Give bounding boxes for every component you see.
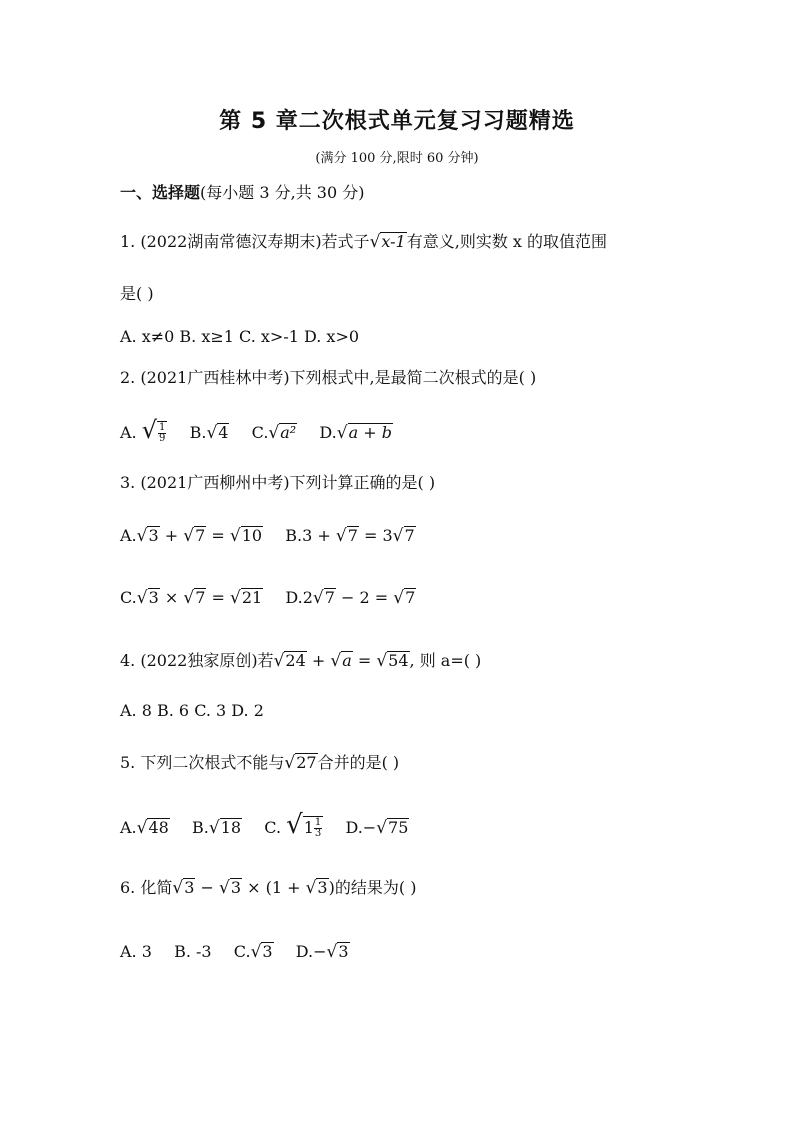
q6-stem-pre: 6. 化简 <box>120 878 173 897</box>
q6-option-d-label: D.− <box>295 942 327 961</box>
q5-option-d-label: D.− <box>345 818 377 837</box>
q3-c-eq: = <box>206 588 230 607</box>
q2-option-d: √a + b <box>336 423 392 443</box>
q2-option-b: √4 <box>206 423 229 443</box>
q3-b-sqrt2: √7 <box>392 526 415 546</box>
q5-stem-pre: 5. 下列二次根式不能与 <box>120 753 285 772</box>
q2-a-denominator: 9 <box>159 433 166 444</box>
q3-option-d-label: D. <box>285 588 303 607</box>
q5-stem-post: 合并的是( ) <box>317 753 400 772</box>
page-subtitle: (满分 100 分,限时 60 分钟) <box>315 151 479 166</box>
q2-option-c: √a² <box>268 423 297 443</box>
q2-option-a-label: A. <box>120 423 137 442</box>
sqrt-expression: √x-1 <box>369 232 406 252</box>
section-heading <box>120 180 364 203</box>
q3-options-row1 <box>120 526 416 546</box>
q6-close: ) <box>328 878 335 897</box>
q2-option-a: √ $\frac{1}{9}$ <box>141 416 166 444</box>
q3-options-row2 <box>120 588 416 608</box>
q3-option-c-label: C. <box>120 588 137 607</box>
question-6 <box>120 878 416 898</box>
q3-a-sqrt3: √10 <box>229 526 263 546</box>
q3-d-sqrt2: √7 <box>393 588 416 608</box>
q1-radicand: x-1 <box>381 232 406 251</box>
question-4 <box>120 651 481 671</box>
section-title: 一、选择题 <box>120 183 201 202</box>
question-1 <box>120 232 607 252</box>
q4-stem-pre: 4. (2022独家原创)若 <box>120 651 274 670</box>
q6-sqrt2: √3 <box>218 878 241 898</box>
q3-a-eq: = <box>206 526 230 545</box>
q2-option-c-label: C. <box>251 423 269 442</box>
q3-c-op: × <box>159 588 184 607</box>
q5-sqrt: √27 <box>284 753 317 773</box>
q5-option-b: √18 <box>208 818 242 838</box>
q4-eq: = <box>352 651 377 670</box>
q4-op: + <box>306 651 331 670</box>
q5-option-a: √48 <box>136 818 169 838</box>
q3-b-eq: = 3 <box>358 526 393 545</box>
q6-sqrt1: √3 <box>172 878 195 898</box>
q5-option-b-label: B. <box>192 818 209 837</box>
q3-c-sqrt2: √7 <box>183 588 206 608</box>
q2-a-numerator: 1 <box>159 422 166 433</box>
q4-options: A. 8 B. 6 C. 3 D. 2 <box>120 701 264 720</box>
q1-stem-cont: 是( ) <box>120 284 154 303</box>
q1-options: A. x≠0 B. x≥1 C. x>-1 D. x>0 <box>120 327 360 346</box>
q3-d-pre: 2 <box>302 588 313 607</box>
q4-sqrt3: √54 <box>376 651 409 671</box>
q1-stem-pre: 1. (2022湖南常德汉寿期末)若式子 <box>120 232 370 251</box>
q4-sqrt1: √24 <box>273 651 306 671</box>
q3-c-sqrt3: √21 <box>229 588 263 608</box>
q2-option-d-label: D. <box>319 423 337 442</box>
question-2: 2. (2021广西桂林中考)下列根式中,是最简二次根式的是( ) <box>120 368 537 387</box>
q6-mid: × (1 + <box>242 878 306 897</box>
q5-option-d: √75 <box>376 818 409 838</box>
q6-option-d: √3 <box>326 942 349 962</box>
q3-d-sqrt1: √7 <box>312 588 335 608</box>
q6-op: − <box>195 878 219 897</box>
question-3: 3. (2021广西柳州中考)下列计算正确的是( ) <box>120 473 436 492</box>
q5-option-a-label: A. <box>120 818 137 837</box>
q3-option-b-label: B. <box>285 526 303 545</box>
q3-option-a-label: A. <box>120 526 137 545</box>
q3-a-sqrt2: √7 <box>183 526 206 546</box>
q5-option-c: √1 $\frac{1}{3}$ <box>286 810 322 840</box>
q1-stem-post: 有意义,则实数 x 的取值范围 <box>406 232 608 251</box>
q6-option-a: A. 3 <box>120 942 152 961</box>
q3-a-sqrt1: √3 <box>136 526 159 546</box>
q2-options <box>120 416 393 444</box>
question-5 <box>120 753 399 773</box>
q6-option-c: √3 <box>250 942 273 962</box>
q3-c-sqrt1: √3 <box>136 588 159 608</box>
q4-stem-post: , 则 a=( ) <box>409 651 482 670</box>
q5-option-c-label: C. <box>264 818 282 837</box>
q6-options <box>120 942 350 962</box>
q6-stem-post: 的结果为( ) <box>334 878 417 897</box>
q3-b-sqrt1: √7 <box>335 526 358 546</box>
q6-option-c-label: C. <box>233 942 251 961</box>
q6-sqrt3: √3 <box>305 878 328 898</box>
q4-sqrt2: √a <box>330 651 352 671</box>
section-note: (每小题 3 分,共 30 分) <box>200 183 365 202</box>
q3-a-op: + <box>159 526 184 545</box>
page-title: 第 5 章二次根式单元复习习题精选 <box>219 109 575 134</box>
q2-option-b-label: B. <box>189 423 207 442</box>
q3-d-mid: − 2 = <box>335 588 394 607</box>
q3-b-pre: 3 + <box>302 526 336 545</box>
q6-option-b: B. -3 <box>174 942 212 961</box>
q5-options <box>120 810 409 840</box>
